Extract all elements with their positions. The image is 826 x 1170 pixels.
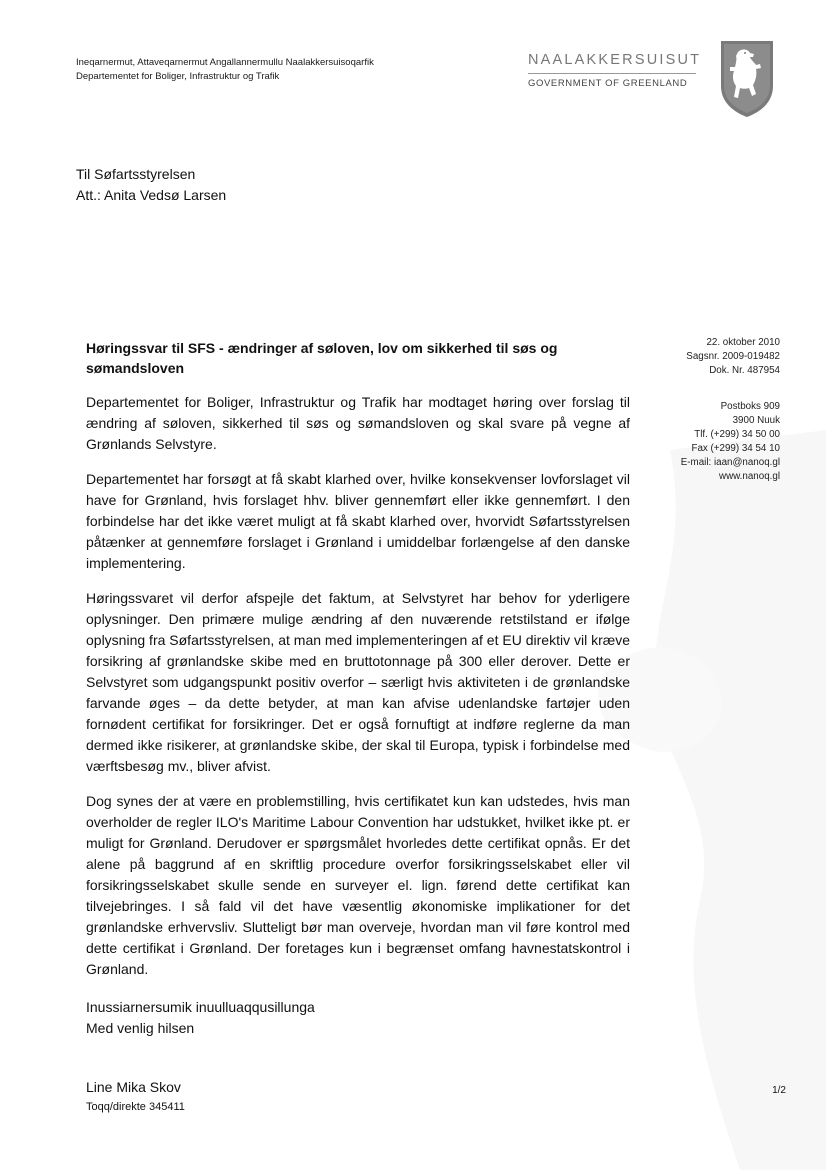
postal-city: 3900 Nuuk <box>732 415 780 426</box>
closing-block <box>86 997 315 1039</box>
letter-date: 22. oktober 2010 <box>706 337 780 348</box>
logo-divider <box>528 73 696 74</box>
phone-number: Tlf. (+299) 34 50 00 <box>694 429 780 440</box>
department-name-danish: Departementet for Boliger, Infrastruktur og Trafik <box>76 71 280 82</box>
recipient-block <box>76 164 226 206</box>
signer-name: Line Mika Skov <box>86 1079 181 1095</box>
signer-direct-phone: Toqq/direkte 345411 <box>86 1101 185 1113</box>
document-number: Dok. Nr. 487954 <box>709 365 780 376</box>
body-paragraph: Departementet har forsøgt at få skabt klarhed over, hvilke konsekvenser lovforslaget vil have for Grønland, hvis forslaget hhv. bliver gennemført eller ikke gennemført. I den forbindelse har det ikke været muligt at få skabt klarhed over, hvorvidt Søfartsstyrelsen påtænker at gennemføre forslaget i Grønland i umiddelbar forlængelse af den danske implementering. <box>86 471 630 571</box>
page-number: 1/2 <box>772 1085 786 1096</box>
department-name-greenlandic: Ineqarnermut, Attaveqarnermut Angallannermullu Naalakkersuisoqarfik <box>76 57 374 68</box>
po-box: Postboks 909 <box>720 401 780 412</box>
recipient-line: Til Søfartsstyrelsen <box>76 166 196 182</box>
greenland-crest-icon <box>718 38 776 118</box>
government-logo <box>528 52 700 89</box>
body-paragraph: Høringssvaret vil derfor afspejle det faktum, at Selvstyret har behov for yderligere oplysninger. Den primære mulige ændring af den nuværende retstilstand er ifølge oplysning fra Søfartsstyrelsen, at man med implementeringen af et EU direktiv vil kræve forsikring af grønlandske skibe med en bruttotonnage på 300 eller derover. Dette er Selvstyret som udgangspunkt positiv overfor – særligt hvis aktiviteten i de grønlandske farvande øges – da dette betyder, at man kan afvise udenlandske fartøjer uden fornødent certifikat for forsikringer. Det er også fornuftigt at indføre reglerne da man dermed ikke risikerer, at grønlandske skibe, der skal til Europa, typisk i forbindelse med værftsbesøg mv., bliver afvist. <box>86 590 630 774</box>
body-paragraph: Dog synes der at være en problemstilling, hvis certifikatet kun kan udstedes, hvis man overholder de regler ILO's Maritime Labour Convention har udstukket, hvilket ikke pt. er muligt for Grønland. Derudover er spørgsmålet hvorledes dette certifikat opnås. Er det alene på baggrund af en skriftlig procedure overfor forsikringsselskabet eller vil forsikringsselskabet skulle sende en surveyer el. lign. førend dette certifikat kan tilvejebringes. I så fald vil det have væsentlig økonomiske implikationer for det grønlandske erhvervsliv. Slutteligt bør man overveje, hvordan man vil føre kontrol med dette certifikat i Grønland. Der foretages kun i begrænset omfang havnestatskontrol i Grønland. <box>86 793 630 977</box>
closing-danish: Med venlig hilsen <box>86 1020 195 1036</box>
government-subtitle: GOVERNMENT OF GREENLAND <box>528 78 688 89</box>
email-address: E-mail: iaan@nanoq.gl <box>680 457 780 468</box>
fax-number: Fax (+299) 34 54 10 <box>691 443 780 454</box>
website: www.nanoq.gl <box>719 471 780 482</box>
letter-body <box>86 392 630 994</box>
body-paragraph: Departementet for Boliger, Infrastruktur og Trafik har modtaget høring over forslag til ændring af søloven, sikkerhed til søs og sømandsloven og skal svare på vegne af Grønlands Selvstyre. <box>86 394 630 452</box>
case-number: Sagsnr. 2009-019482 <box>686 351 780 362</box>
department-header <box>76 56 374 84</box>
closing-greenlandic: Inussiarnersumik inuulluaqqusillunga <box>86 999 315 1015</box>
government-name: NAALAKKERSUISUT <box>528 52 702 68</box>
letter-meta <box>620 336 780 484</box>
attention-line: Att.: Anita Vedsø Larsen <box>76 187 227 203</box>
letter-subject: Høringssvar til SFS - ændringer af søloven, lov om sikkerhed til søs og sømandsloven <box>86 340 558 376</box>
